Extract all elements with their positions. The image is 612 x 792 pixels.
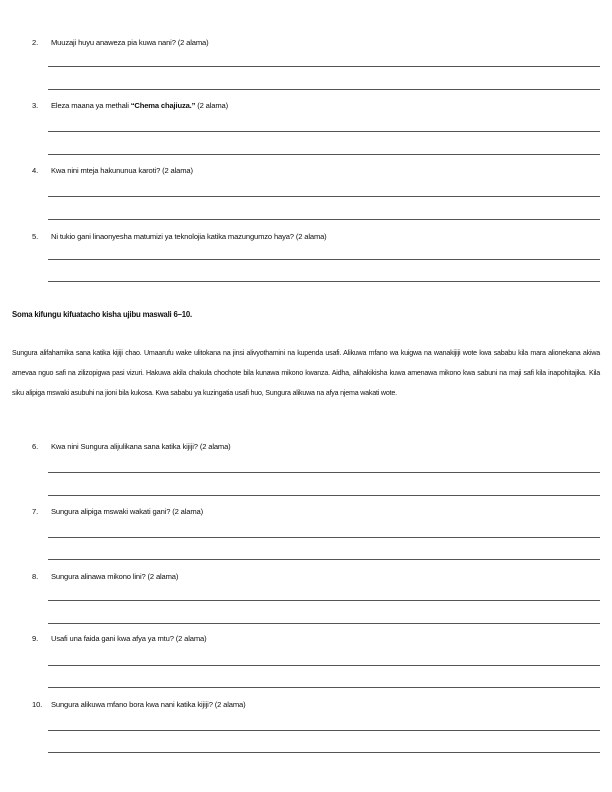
- answer-line[interactable]: [48, 259, 600, 260]
- question-2: [32, 38, 208, 48]
- question-number: 6.: [32, 442, 39, 451]
- question-text: Kwa nini mteja hakununua karoti? (2 alama): [51, 166, 193, 175]
- question-text: Muuzaji huyu anaweza pia kuwa nani? (2 alama): [51, 38, 209, 47]
- answer-line[interactable]: [48, 623, 600, 624]
- question-text: Sungura alinawa mikono lini? (2 alama): [51, 572, 179, 581]
- answer-line[interactable]: [48, 131, 600, 132]
- question-marks: (2 alama): [195, 101, 228, 110]
- answer-line[interactable]: [48, 665, 600, 666]
- question-number: 9.: [32, 634, 39, 643]
- answer-line[interactable]: [48, 154, 600, 155]
- question-number: 2.: [32, 38, 39, 47]
- answer-line[interactable]: [48, 219, 600, 220]
- question-number: 10.: [32, 700, 43, 709]
- question-number: 8.: [32, 572, 39, 581]
- question-text: Kwa nini Sungura alijulikana sana katika kijiji? (2 alama): [51, 442, 231, 451]
- answer-line[interactable]: [48, 89, 600, 90]
- question-10: [32, 700, 245, 710]
- answer-line[interactable]: [48, 559, 600, 560]
- question-3: [32, 101, 228, 111]
- question-number: 4.: [32, 166, 39, 175]
- answer-line[interactable]: [48, 687, 600, 688]
- question-4: [32, 166, 193, 176]
- answer-line[interactable]: [48, 537, 600, 538]
- answer-line[interactable]: [48, 730, 600, 731]
- question-text: [51, 101, 228, 110]
- question-text: Usafi una faida gani kwa afya ya mtu? (2 alama): [51, 634, 207, 643]
- question-text: Ni tukio gani linaonyesha matumizi ya teknolojia katika mazungumzo haya? (2 alama): [51, 232, 327, 241]
- answer-line[interactable]: [48, 66, 600, 67]
- question-text-start: Eleza maana ya methali: [51, 101, 131, 110]
- question-number: 3.: [32, 101, 39, 110]
- question-8: [32, 572, 178, 582]
- section-heading: Soma kifungu kifuatacho kisha ujibu maswali 6–10.: [12, 310, 192, 319]
- answer-line[interactable]: [48, 281, 600, 282]
- question-text: Sungura alipiga mswaki wakati gani? (2 alama): [51, 507, 203, 516]
- question-text: Sungura alikuwa mfano bora kwa nani katika kijiji? (2 alama): [51, 700, 246, 709]
- question-5: [32, 232, 327, 242]
- reading-passage: Sungura alifahamika sana katika kijiji chao. Umaarufu wake ulitokana na jinsi alivyothamini na kupenda usafi. Alikuwa mfano wa kuigwa na wanakijiji wote kwa sababu kila mara alionekana akiwa amevaa nguo safi na zilizopigwa pasi vizuri. Hakuwa akila chakula chochote bila kunawa mikono kwanza. Aidha, alihakikisha kuwa amenawa mikono kwa sabuni na maji safi kila inapohitajika. Kila siku alipiga mswaki asubuhi na jioni bila kukosa. Kwa sababu ya kuzingatia usafi huo, Sungura alikuwa na afya njema wakati wote.: [12, 349, 600, 397]
- question-7: [32, 507, 203, 517]
- question-number: 7.: [32, 507, 39, 516]
- question-number: 5.: [32, 232, 39, 241]
- answer-line[interactable]: [48, 600, 600, 601]
- question-9: [32, 634, 206, 644]
- answer-line[interactable]: [48, 495, 600, 496]
- question-6: [32, 442, 231, 452]
- answer-line[interactable]: [48, 752, 600, 753]
- proverb-text: “Chema chajiuza.”: [130, 101, 196, 110]
- answer-line[interactable]: [48, 196, 600, 197]
- answer-line[interactable]: [48, 472, 600, 473]
